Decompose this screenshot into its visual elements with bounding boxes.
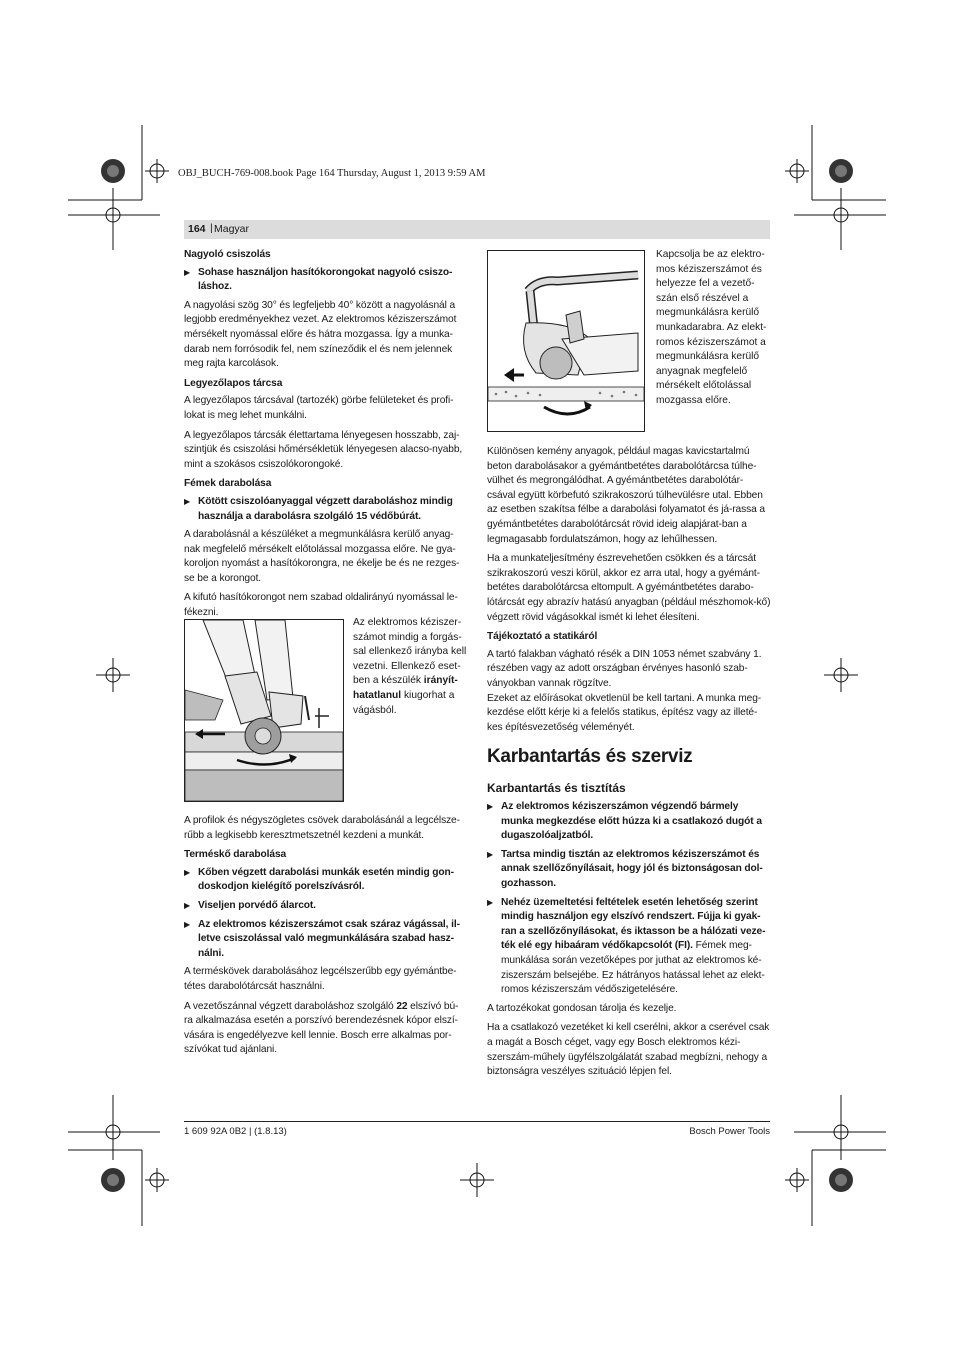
paragraph: A profilok és négyszögletes csövek darabolásánál a legcélsze-rűbb a legkisebb keresztmetszetnél kezdeni a munkát. <box>184 815 460 841</box>
caption-text: kiugorhat a vágásból. <box>353 689 455 716</box>
print-header: OBJ_BUCH-769-008.book Page 164 Thursday, August 1, 2013 9:59 AM <box>178 168 486 179</box>
paragraph: A tartozékokat gondosan tárolja és kezelje. <box>487 1002 677 1014</box>
grinder-with-extraction-icon <box>488 251 644 431</box>
paragraph: A tartó falakban vágható résék a DIN 1053 német szabvány 1. részében vagy az adott országban érvényes hasonló szab-ványokban vannak rögzítve. <box>487 648 762 689</box>
section-heading: Karbantartás és szerviz <box>487 746 693 767</box>
cutting-illustration <box>184 619 344 802</box>
section-title-femek: Fémek darabolása <box>184 478 272 490</box>
paragraph <box>184 1000 466 1058</box>
caption-bold: irányíthatatlanul <box>353 675 458 701</box>
warning-bullet: ▶ Az elektromos kéziszerszámon végzendő bármely munka megkezdése előtt húzza ki a csatlakozó dugót a dugaszolóaljzatból. <box>487 800 771 844</box>
warning-bullet: ▶ Viseljen porvédő álarcot. <box>184 899 466 914</box>
paragraph: A legyezőlapos tárcsával (tartozék) görbe felületeket és profi-lokat is meg lehet munkálni. <box>184 395 454 421</box>
grinder-cutting-icon <box>185 620 343 801</box>
section-title-termesko: Terméskő darabolása <box>184 849 287 861</box>
section-title-legyezo: Legyezőlapos tárcsa <box>184 377 283 389</box>
footer-rule <box>184 1121 770 1122</box>
paragraph: A terméskövek darabolásához legcélszerűbb egy gyémántbe-tétes darabolótárcsát használni. <box>184 966 457 992</box>
subsection-heading: Karbantartás és tisztítás <box>487 781 626 795</box>
warning-bullet: ▶ Az elektromos kéziszerszámot csak száraz vágással, il-letve csiszolással való megmunkálására szabad hasz-nálni. <box>184 918 466 962</box>
warning-bullet <box>487 896 771 998</box>
paragraph: Ha a csatlakozó vezetéket ki kell cserélni, akkor a cserével csak a magát a Bosch céget, vagy egy Bosch elektromos kézi-szerszám-műhely ügyfélszolgálatát szabad megbízni, nehogy a biztonságra veszélyes szituáció lépjen fel. <box>487 1022 770 1078</box>
warning-bullet: ▶ Sohase használjon hasítókorongokat nagyoló csiszo-láshoz. <box>184 266 466 295</box>
paragraph: A darabolásnál a készüléket a megmunkálásra kerülő anyag-nak megfelelő mérsékelt előtolással mozgassa előre. Ne gya-koroljon nyomást a hasítókorongra, ne ékelje be és ne rezges-se be a korongot. <box>184 529 460 584</box>
page-language: Magyar <box>214 223 250 235</box>
paragraph: A legyezőlapos tárcsák élettartama lényegesen hosszabb, zaj-szintjük és csiszolási hőmérsékletük lényegesen alacso-nyabb, mint a szokásos csiszolókorongoké. <box>184 429 463 470</box>
left-column-top <box>184 248 466 626</box>
right-column-top <box>487 445 771 740</box>
caption-text: Az elektromos kéziszerszámot mindig a forgással ellenkező irányba kell vezetni. Ellenkező esetben a készülék <box>353 617 467 687</box>
warning-bullet: ▶ Tartsa mindig tisztán az elektromos kéziszerszámot és annak szellőzőnyílásait, hogy jól és biztonságosan dol-gozhasson. <box>487 848 771 892</box>
figure-caption: Kapcsolja be az elektromos kéziszerszámot és helyezze fel a vezetőszán első részével a megmunkálásra kerülő munkadarabra. Az elektromos kéziszerszámot a megmunkálásra kerülő anyagnak megfelelő mérsékelt előtolással mozgassa előre. <box>656 249 767 406</box>
paragraph: A nagyolási szög 30° és legfeljebb 40° között a nagyolásnál a legjobb eredményekhez vezet. Az elektromos kéziszerszámot mérsékelt nyomással előre és hátra mozgassa. Így a munka-darab nem forrósodik fel, nem színeződik el és nem jelennek meg rajta karcolások. <box>184 299 457 370</box>
paragraph: Ha a munkateljesítmény észrevehetően csökken és a tárcsát szikrakoszorú veszi körül, akkor ez arra utal, hogy a gyémánt-betétes darabolótárcsa eltompult. A gyémántbetétes darabo-lótárcsát egy abrazív hatású anyagban (például mészhomok-kő) végzett rövid vágásokkal ismét ki lehet élesíteni. <box>487 553 771 623</box>
footer-brand: Bosch Power Tools <box>689 1126 770 1137</box>
text: elszívó bú-ra alkalmazása esetén a porszívó berendezésnek kópor elszí-vására is engedélyezve kell lennie. Bosch erre alkalmas por-szívókat tud ajánlani. <box>184 1000 459 1056</box>
bullet-bold: Nehéz üzemeltetési feltételek esetén lehetőség szerint mindig használjon egy elszívó rendszert. Fújja ki gyak-ran a szellőzőnyílásokat, és iktasson be a hálózati veze-ték elé egy hibaáram védőkapcsolót (FI). <box>501 896 766 952</box>
page-number: 164 <box>188 223 206 235</box>
paragraph: Ezeket az előírásokat okvetlenül be kell tartani. A munka meg-kezdése előtt kérje ki a felelős statikus, építész vagy az illeté-kes építésvezetőség véleményét. <box>487 692 762 733</box>
warning-bullet: ▶ Kötött csiszolóanyaggal végzett daraboláshoz mindig használja a darabolásra szolgáló 15 védőbúrát. <box>184 495 466 524</box>
section-title-statika: Tájékoztató a statikáról <box>487 631 598 643</box>
paragraph: A kifutó hasítókorongot nem szabad oldalirányú nyomással le-fékezni. <box>184 592 458 619</box>
footer-doc-id: 1 609 92A 0B2 | (1.8.13) <box>184 1126 287 1137</box>
page-separator: | <box>210 222 213 234</box>
page-header-band <box>184 220 770 239</box>
bullet-text: Fémek meg-munkálása során vezetőképes por juthat az elektromos ké-ziszerszám belsejébe. Ez hátrányos hatással lehet az elekt-romos kéziszerszám védőszigetelésére. <box>501 940 765 996</box>
text: A vezetőszánnal végzett daraboláshoz szolgáló <box>184 1000 397 1012</box>
paragraph: Különösen kemény anyagok, például magas kavicstartalmú beton darabolásakor a gyémántbetétes darabolótárcsa túlhe-vülhet és megrongálódhat. A gyémántbetétes darabolótár-csával együtt körbefutó szikrakoszorú túlhevülésre utal. Ebben az esetben szakítsa félbe a darabolási folyamatot és já-rassa a gyémántbetétes darabolótárcsát rövid ideig alapjárat-ban a legmagasabb fordulatszámon, hogy az lehűlhessen. <box>487 446 765 545</box>
right-column-bottom <box>487 800 771 1085</box>
left-column-bottom <box>184 814 466 1063</box>
stone-cutting-illustration <box>487 250 645 432</box>
ref-number: 22 <box>396 1000 408 1012</box>
figure-caption <box>353 616 469 718</box>
section-title-nagyolo: Nagyoló csiszolás <box>184 249 271 260</box>
warning-bullet: ▶ Kőben végzett darabolási munkák esetén mindig gon-doskodjon kielégítő porelszívásról. <box>184 866 466 895</box>
